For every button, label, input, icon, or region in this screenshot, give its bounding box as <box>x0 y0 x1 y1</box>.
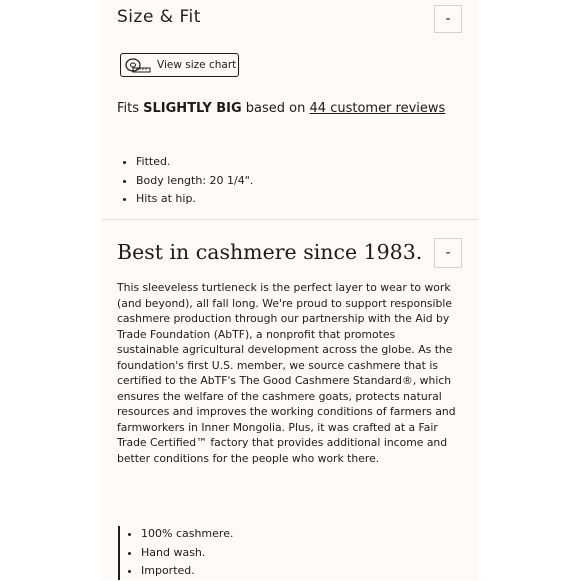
story-heading: Best in cashmere since 1983. <box>117 240 423 264</box>
minus-icon: - <box>445 11 451 27</box>
product-description: This sleeveless turtleneck is the perfect layer to wear to work (and beyond), all fall long. We're proud to support responsible cashmere production through our partnership with the Aid by Trade Foundation (AbTF), a nonprofit that promotes sustainable agricultural development across the globe. As the foundation's first U.S. member, we source cashmere that is certified to the AbTF's The Good Cashmere Standard®, which ensures the welfare of the cashmere goats, protects natural resources and improves the working conditions of farmers and farmworkers in Inner Mongolia. Plus, it was crafted at a Fair Trade Certified™ factory that provides additional income and better conditions for the people who work there. <box>117 281 456 465</box>
customer-reviews-link[interactable]: 44 customer reviews <box>309 101 446 116</box>
minus-icon: - <box>445 245 451 261</box>
size-fit-collapse-button[interactable] <box>434 5 462 33</box>
list-item: • Hits at hip. <box>136 190 253 209</box>
fit-prefix: Fits <box>117 101 144 116</box>
fit-details-list <box>118 153 253 209</box>
list-item: • Imported. <box>141 562 233 581</box>
size-fit-heading: Size & Fit <box>117 7 201 27</box>
section-divider <box>101 219 478 220</box>
view-size-chart-label: View size chart <box>157 59 237 71</box>
story-collapse-button[interactable] <box>434 238 462 268</box>
list-item: • Hand wash. <box>141 544 233 563</box>
fit-value: SLIGHTLY BIG <box>143 101 242 116</box>
fit-summary <box>117 101 445 116</box>
materials-list <box>123 525 233 581</box>
list-item: • Fitted. <box>136 153 253 172</box>
list-item: • Body length: 20 1/4". <box>136 172 253 191</box>
measuring-tape-icon <box>125 57 151 73</box>
fit-middle: based on <box>241 101 310 116</box>
list-item: • 100% cashmere. <box>141 525 233 544</box>
view-size-chart-button[interactable] <box>120 53 239 77</box>
materials-accent-bar <box>118 526 120 580</box>
